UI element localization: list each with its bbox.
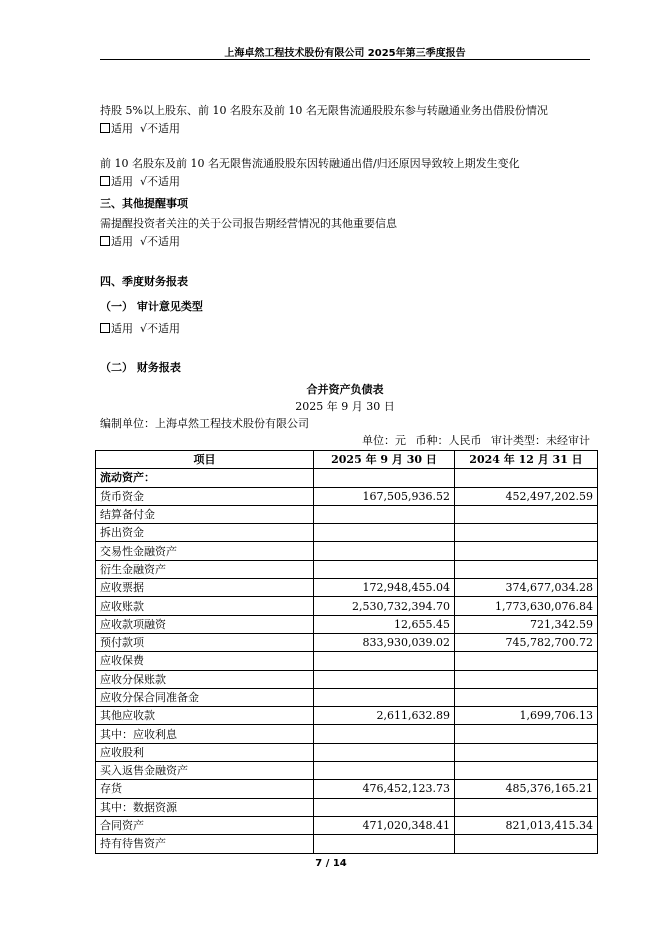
audit-heading: （一） 审计意见类型 [100,300,203,313]
page-header: 上海卓然工程技术股份有限公司 2025年第三季度报告 [224,48,466,59]
checkbox-unchecked-icon [100,176,110,186]
check-mark-icon: √ [140,322,148,335]
row-value-current: 476,452,123.73 [314,780,455,798]
balance-sheet-table [95,450,598,854]
check-mark-icon: √ [140,122,148,135]
row-value-prior [455,688,598,706]
table-row [96,579,598,597]
other-heading: 三、其他提醒事项 [100,197,188,210]
checkbox-unchecked-icon [100,123,110,133]
row-label: 结算备付金 [96,505,314,523]
row-label: 其他应收款 [96,707,314,725]
row-value-prior: 452,497,202.59 [455,487,598,505]
row-value-prior [455,542,598,560]
table-row [96,633,598,651]
table-row [96,469,598,487]
table-row [96,780,598,798]
row-label: 流动资产： [96,469,314,487]
lending-title: 持股 5%以上股东、前 10 名股东及前 10 名无限售流通股股东参与转融通业务出借股份情况 [100,104,548,117]
row-value-prior [455,505,598,523]
table-row [96,597,598,615]
statement-date: 2025 年 9 月 30 日 [295,400,395,413]
row-label: 应收分保账款 [96,670,314,688]
statement-units [356,432,590,448]
table-row [96,542,598,560]
statement-preparer: 编制单位：上海卓然工程技术股份有限公司 [100,417,309,430]
column-header-item: 项目 [96,451,314,469]
table-row [96,725,598,743]
option-applicable: 适用 [111,235,133,248]
row-value-prior [455,798,598,816]
row-value-prior [455,670,598,688]
table-row [96,688,598,706]
row-value-current: 167,505,936.52 [314,487,455,505]
row-value-current [314,835,455,853]
fin-heading: 四、季度财务报表 [100,275,188,288]
row-value-prior: 721,342.59 [455,615,598,633]
row-label: 存货 [96,780,314,798]
table-row [96,835,598,853]
row-value-prior [455,652,598,670]
other-options [100,233,180,249]
row-value-current [314,743,455,761]
row-value-current [314,798,455,816]
row-label: 其中：数据资源 [96,798,314,816]
row-value-current [314,469,455,487]
check-mark-icon: √ [140,175,148,188]
table-row [96,560,598,578]
row-value-current: 172,948,455.04 [314,579,455,597]
row-label: 拆出资金 [96,524,314,542]
row-value-current: 2,611,632.89 [314,707,455,725]
table-row [96,743,598,761]
row-label: 持有待售资产 [96,835,314,853]
table-row [96,652,598,670]
unit-label: 单位：元 [362,434,406,447]
row-label: 交易性金融资产 [96,542,314,560]
row-value-current [314,762,455,780]
row-value-current [314,542,455,560]
option-not-applicable: 不适用 [147,235,181,248]
row-value-prior: 821,013,415.34 [455,816,598,834]
row-value-prior [455,725,598,743]
row-label: 应收票据 [96,579,314,597]
page-number: 7 / 14 [315,858,347,869]
row-value-prior: 374,677,034.28 [455,579,598,597]
checkbox-unchecked-icon [100,323,110,333]
table-row [96,707,598,725]
row-label: 其中：应收利息 [96,725,314,743]
row-value-prior [455,524,598,542]
row-value-current: 833,930,039.02 [314,633,455,651]
change-title: 前 10 名股东及前 10 名无限售流通股股东因转融通出借/归还原因导致较上期发生变化 [100,157,520,170]
checkbox-unchecked-icon [100,236,110,246]
row-label: 合同资产 [96,816,314,834]
row-label: 买入返售金融资产 [96,762,314,780]
row-value-prior [455,469,598,487]
table-row [96,615,598,633]
currency-label: 币种：人民币 [415,434,482,447]
check-mark-icon: √ [140,235,148,248]
option-applicable: 适用 [111,322,133,335]
table-row [96,762,598,780]
table-row [96,505,598,523]
row-label: 货币资金 [96,487,314,505]
table-row [96,816,598,834]
row-label: 应收保费 [96,652,314,670]
table-row [96,670,598,688]
option-not-applicable: 不适用 [147,322,181,335]
header-rule [100,59,590,60]
row-value-prior [455,560,598,578]
statement-title: 合并资产负债表 [306,383,384,396]
other-text: 需提醒投资者关注的关于公司报告期经营情况的其他重要信息 [100,217,397,230]
row-label: 应收分保合同准备金 [96,688,314,706]
row-value-prior: 1,773,630,076.84 [455,597,598,615]
column-header-current: 2025 年 9 月 30 日 [314,451,455,469]
row-value-current [314,725,455,743]
row-label: 衍生金融资产 [96,560,314,578]
row-value-prior [455,743,598,761]
row-value-current: 2,530,732,394.70 [314,597,455,615]
row-value-current [314,688,455,706]
row-value-current [314,524,455,542]
row-label: 预付款项 [96,633,314,651]
row-value-current: 12,655.45 [314,615,455,633]
row-label: 应收款项融资 [96,615,314,633]
row-value-current: 471,020,348.41 [314,816,455,834]
row-value-prior: 745,782,700.72 [455,633,598,651]
audit-options [100,320,180,336]
lending-options [100,120,180,136]
table-row [96,524,598,542]
option-not-applicable: 不适用 [147,122,181,135]
option-applicable: 适用 [111,175,133,188]
row-value-current [314,670,455,688]
row-value-prior [455,762,598,780]
row-value-current [314,652,455,670]
table-header-row [96,451,598,469]
row-value-prior: 1,699,706.13 [455,707,598,725]
row-label: 应收股利 [96,743,314,761]
statements-heading: （二） 财务报表 [100,361,181,374]
table-row [96,798,598,816]
column-header-prior: 2024 年 12 月 31 日 [455,451,598,469]
row-value-current [314,560,455,578]
option-not-applicable: 不适用 [147,175,181,188]
option-applicable: 适用 [111,122,133,135]
table-row [96,487,598,505]
row-value-current [314,505,455,523]
audit-type-label: 审计类型：未经审计 [491,434,590,447]
row-value-prior: 485,376,165.21 [455,780,598,798]
change-options [100,173,180,189]
row-label: 应收账款 [96,597,314,615]
row-value-prior [455,835,598,853]
